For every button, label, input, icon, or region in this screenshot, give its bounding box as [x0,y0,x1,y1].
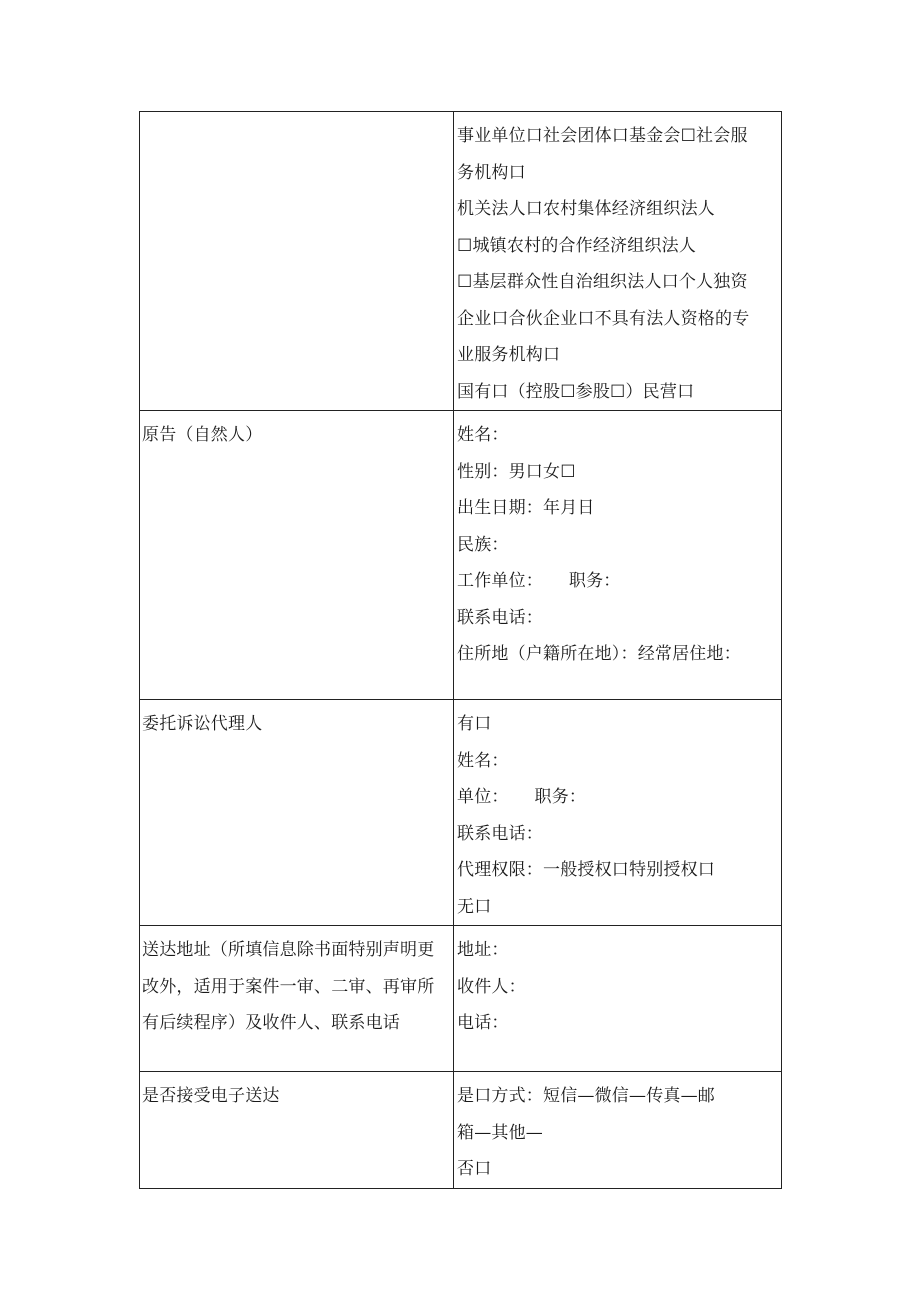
complaint-form-table [139,111,782,1189]
field-address: 地址： [457,940,509,960]
field-has-agent: 有口 [457,714,492,734]
field-agent-phone: 联系电话： [457,823,543,844]
table-row-electronic-service [140,1072,782,1189]
field-residence: 住所地（户籍所在地）：经常居住地： [457,644,741,664]
field-agent-unit: 单位： 职务： [457,787,587,807]
field-recipient: 收件人： [457,976,526,997]
field-birthdate: 出生日期：年月日 [457,498,595,518]
row-value-cell [454,700,782,926]
plaintiff-fields [454,411,781,673]
field-accept-no: 否口 [457,1159,492,1179]
field-employer: 工作单位： 职务： [457,571,621,591]
entity-type-options [454,112,781,410]
row-label [140,112,453,118]
row-value-cell [454,112,782,411]
option-line: ☐基层群众性自治组织法人口个人独资 [457,272,748,292]
table-row-entity-type [140,112,782,411]
table-row-plaintiff [140,411,782,700]
electronic-service-fields [454,1072,781,1188]
field-no-agent: 无口 [457,896,492,917]
field-contact-phone: 电话： [457,1013,509,1033]
field-ethnicity: 民族： [457,534,509,555]
row-value-cell [454,1072,782,1189]
field-phone: 联系电话： [457,607,543,628]
field-accept-yes: 是口方式：短信—微信—传真—邮 [457,1086,715,1106]
row-label-cell [140,926,454,1072]
option-line: 事业单位口社会团体口基金会☐社会服 [457,126,748,146]
row-label-cell [140,700,454,926]
option-line: 业服务机构口 [457,345,561,365]
option-line: 务机构口 [457,162,526,183]
table-row-service-address [140,926,782,1072]
row-label-plaintiff: 原告（自然人） [142,425,263,445]
field-name: 姓名： [457,425,509,445]
row-label-agent: 委托诉讼代理人 [142,714,263,734]
row-label-service-address: 送达地址（所填信息除书面特别声明更改外，适用于案件一审、二审、再审所有后续程序）及收件人、联系电话 [142,940,435,1033]
row-label-cell [140,411,454,700]
option-line: 企业口合伙企业口不具有法人资格的专 [457,308,750,329]
table-row-agent [140,700,782,926]
option-line: 国有口（控股☐参股☐）民营口 [457,381,695,402]
agent-fields [454,700,781,925]
row-label-cell [140,1072,454,1189]
service-address-fields [454,926,781,1042]
row-value-cell [454,926,782,1072]
option-line: 机关法人口农村集体经济组织法人 [457,199,715,219]
field-agent-name: 姓名： [457,750,509,771]
field-agent-authority: 代理权限：一般授权口特别授权口 [457,860,715,880]
row-label-cell [140,112,454,411]
field-gender: 性别：男口女☐ [457,461,576,482]
row-label-electronic-service: 是否接受电子送达 [142,1086,280,1106]
option-line: ☐城镇农村的合作经济组织法人 [457,235,697,256]
row-value-cell [454,411,782,700]
field-accept-method-cont: 箱—其他— [457,1122,543,1143]
